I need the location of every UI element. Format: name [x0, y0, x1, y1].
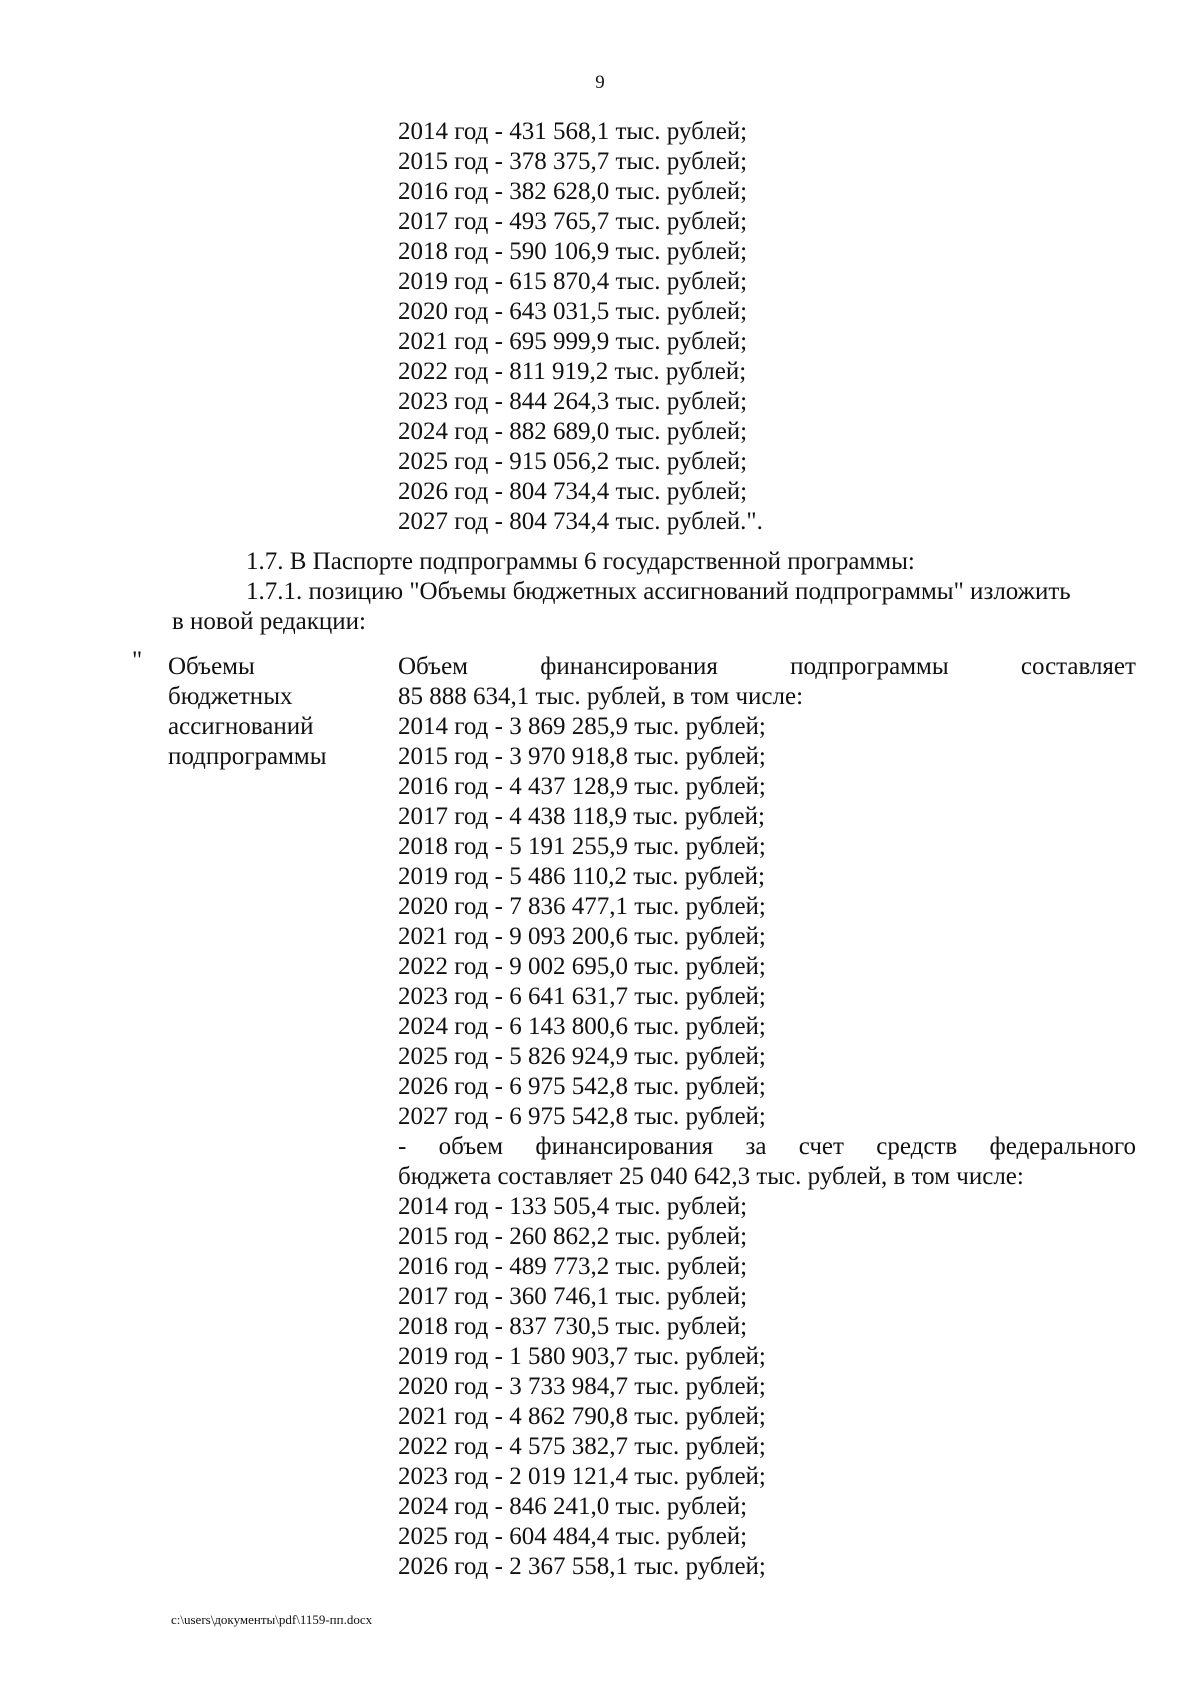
table-label-column [168, 652, 327, 772]
intro-word: Объем [398, 653, 468, 680]
intro-word: финансирования [540, 653, 718, 680]
intro-total-line: 85 888 634,1 тыс. рублей, в том числе: [398, 683, 804, 710]
open-quote: " [132, 647, 143, 674]
year-line: 2016 год - 382 628,0 тыс. рублей; [398, 178, 748, 205]
year-line: 2017 год - 493 765,7 тыс. рублей; [398, 208, 748, 235]
year-line: 2026 год - 804 734,4 тыс. рублей; [398, 478, 748, 505]
federal-year-line: 2020 год - 3 733 984,7 тыс. рублей; [398, 1373, 766, 1400]
intro-word: составляет [1020, 653, 1136, 680]
year-line: 2023 год - 844 264,3 тыс. рублей; [398, 388, 748, 415]
federal-year-line: 2018 год - 837 730,5 тыс. рублей; [398, 1313, 748, 1340]
federal-word: финансирования [535, 1133, 714, 1160]
federal-total-line: бюджета составляет 25 040 642,3 тыс. рублей, в том числе: [398, 1163, 1024, 1190]
federal-year-line: 2014 год - 133 505,4 тыс. рублей; [398, 1193, 748, 1220]
total-year-line: 2025 год - 5 826 924,9 тыс. рублей; [398, 1043, 766, 1070]
federal-word: средств [876, 1133, 958, 1160]
table-value-column [398, 652, 1136, 1582]
year-line: 2021 год - 695 999,9 тыс. рублей; [398, 328, 748, 355]
federal-year-line: 2016 год - 489 773,2 тыс. рублей; [398, 1253, 748, 1280]
federal-year-line: 2024 год - 846 241,0 тыс. рублей; [398, 1493, 748, 1520]
federal-year-line: 2026 год - 2 367 558,1 тыс. рублей; [398, 1553, 766, 1580]
total-year-line: 2018 год - 5 191 255,9 тыс. рублей; [398, 833, 766, 860]
total-year-line: 2024 год - 6 143 800,6 тыс. рублей; [398, 1013, 766, 1040]
year-line: 2018 год - 590 106,9 тыс. рублей; [398, 238, 748, 265]
year-line: 2025 год - 915 056,2 тыс. рублей; [398, 448, 748, 475]
federal-year-line: 2025 год - 604 484,4 тыс. рублей; [398, 1523, 748, 1550]
total-year-line: 2016 год - 4 437 128,9 тыс. рублей; [398, 773, 766, 800]
total-year-line: 2027 год - 6 975 542,8 тыс. рублей; [398, 1103, 766, 1130]
year-line: 2014 год - 431 568,1 тыс. рублей; [398, 118, 748, 145]
federal-year-line: 2017 год - 360 746,1 тыс. рублей; [398, 1283, 748, 1310]
total-year-line: 2021 год - 9 093 200,6 тыс. рублей; [398, 923, 766, 950]
label-line: подпрограммы [168, 743, 327, 770]
total-year-line: 2026 год - 6 975 542,8 тыс. рублей; [398, 1073, 766, 1100]
year-line: 2019 год - 615 870,4 тыс. рублей; [398, 268, 748, 295]
federal-year-line: 2015 год - 260 862,2 тыс. рублей; [398, 1223, 748, 1250]
label-line: ассигнований [168, 713, 314, 740]
federal-word: - [398, 1133, 407, 1160]
federal-word: счет [798, 1133, 844, 1160]
paragraph-line: в новой редакции: [172, 608, 367, 635]
federal-intro-line [398, 1132, 1136, 1162]
federal-year-line: 2022 год - 4 575 382,7 тыс. рублей; [398, 1433, 766, 1460]
federal-word: объем [438, 1133, 504, 1160]
label-line: бюджетных [168, 683, 293, 710]
federal-year-line: 2023 год - 2 019 121,4 тыс. рублей; [398, 1463, 766, 1490]
year-line: 2027 год - 804 734,4 тыс. рублей.". [398, 508, 763, 535]
footer-file-path: c:\users\документы\pdf\1159-пп.docx [171, 1612, 373, 1627]
total-year-line: 2019 год - 5 486 110,2 тыс. рублей; [398, 863, 765, 890]
year-line: 2022 год - 811 919,2 тыс. рублей; [398, 358, 747, 385]
total-year-line: 2022 год - 9 002 695,0 тыс. рублей; [398, 953, 766, 980]
total-year-line: 2014 год - 3 869 285,9 тыс. рублей; [398, 713, 766, 740]
year-line: 2024 год - 882 689,0 тыс. рублей; [398, 418, 748, 445]
year-line: 2020 год - 643 031,5 тыс. рублей; [398, 298, 748, 325]
page-number: 9 [595, 72, 605, 93]
section-1-7-1-paragraph [172, 577, 1140, 637]
total-year-line: 2023 год - 6 641 631,7 тыс. рублей; [398, 983, 766, 1010]
paragraph-line: 1.7.1. позицию "Объемы бюджетных ассигнований подпрограммы" изложить [246, 578, 1071, 605]
section-1-7-heading: 1.7. В Паспорте подпрограммы 6 государственной программы: [246, 548, 915, 575]
federal-year-line: 2021 год - 4 862 790,8 тыс. рублей; [398, 1403, 766, 1430]
total-year-line: 2020 год - 7 836 477,1 тыс. рублей; [398, 893, 766, 920]
total-year-line: 2015 год - 3 970 918,8 тыс. рублей; [398, 743, 766, 770]
label-line: Объемы [168, 653, 255, 680]
intro-word: подпрограммы [790, 653, 949, 680]
federal-word: за [745, 1133, 767, 1160]
year-line: 2015 год - 378 375,7 тыс. рублей; [398, 148, 748, 175]
total-year-line: 2017 год - 4 438 118,9 тыс. рублей; [398, 803, 765, 830]
intro-line [398, 652, 1136, 682]
federal-word: федерального [989, 1133, 1136, 1160]
top-year-list [398, 117, 763, 537]
federal-year-line: 2019 год - 1 580 903,7 тыс. рублей; [398, 1343, 766, 1370]
